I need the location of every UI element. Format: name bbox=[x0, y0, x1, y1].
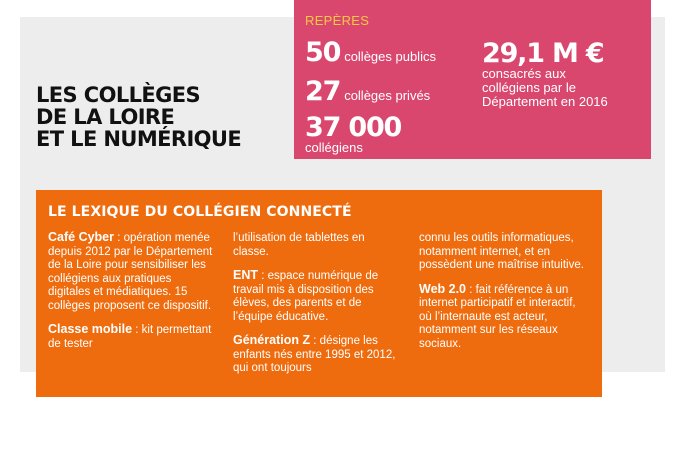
stat-public-colleges bbox=[305, 37, 436, 68]
lexique-definition: l’utilisation de tablettes en classe. bbox=[233, 232, 365, 258]
lexique-column-1 bbox=[48, 231, 216, 361]
lexique-term: Web 2.0 bbox=[419, 281, 467, 296]
lexique-term: Café Cyber bbox=[48, 230, 114, 244]
stat-budget-label: consacrés aux collégiens par le Département en 2016 bbox=[482, 66, 608, 109]
lexique-entry-generation-z-continued bbox=[419, 231, 587, 273]
title-line-2: DE LA LOIRE bbox=[36, 105, 175, 129]
title-line-3: ET LE NUMÉRIQUE bbox=[36, 127, 242, 151]
stat-label: collèges publics bbox=[344, 49, 436, 64]
reperes-label: REPÈRES bbox=[305, 13, 370, 28]
lexique-term: Génération Z bbox=[233, 333, 311, 347]
reperes-panel bbox=[294, 0, 651, 159]
lexique-definition: : espace numérique de travail mis à disposition des élèves, des parents et de l’équipe éducative. bbox=[233, 270, 379, 323]
lexique-definition: : désigne les enfants nés entre 1995 et 2012, qui ont toujours bbox=[233, 335, 396, 374]
stat-budget-amount: 29,1 M € bbox=[482, 38, 604, 69]
lexique-definition: connu les outils informatiques, notamment internet, et en possèdent une maîtrise intuitive. bbox=[419, 232, 584, 271]
lexique-entry-web-2-0 bbox=[419, 283, 587, 352]
lexique-entry-generation-z bbox=[233, 334, 401, 376]
lexique-definition: : opération menée depuis 2012 par le Département de la Loire pour sensibiliser les collégiens aux pratiques digitales et médiatiques. 15 collèges proposent ce dispositif. bbox=[48, 232, 213, 312]
lexique-entry-classe-mobile-continued bbox=[233, 231, 401, 259]
lexique-column-2 bbox=[233, 231, 401, 386]
stat-number: 27 bbox=[305, 76, 341, 107]
page-title bbox=[36, 84, 241, 150]
lexique-definition: : kit permettant de tester bbox=[48, 324, 212, 350]
lexique-title: LE LEXIQUE DU COLLÉGIEN CONNECTÉ bbox=[48, 204, 352, 220]
lexique-term: ENT bbox=[233, 268, 258, 282]
lexique-column-3 bbox=[419, 231, 587, 361]
lexique-entry-classe-mobile bbox=[48, 323, 216, 351]
lexique-panel bbox=[36, 190, 602, 397]
lexique-term: Classe mobile bbox=[48, 322, 133, 336]
title-line-1: LES COLLÈGES bbox=[36, 83, 201, 107]
stat-private-colleges bbox=[305, 76, 430, 107]
stat-label: collégiens bbox=[305, 140, 363, 155]
stat-number: 37 000 bbox=[305, 112, 402, 143]
lexique-entry-ent bbox=[233, 269, 401, 324]
lexique-definition: : fait référence à un internet participatif et interactif, où l’internaute est acteur, notamment sur les réseaux sociaux. bbox=[419, 283, 576, 350]
stat-budget bbox=[482, 38, 622, 109]
stat-students bbox=[305, 112, 401, 155]
stat-label: collèges privés bbox=[344, 88, 431, 103]
lexique-entry-cafe-cyber bbox=[48, 231, 216, 313]
stat-number: 50 bbox=[305, 37, 341, 68]
